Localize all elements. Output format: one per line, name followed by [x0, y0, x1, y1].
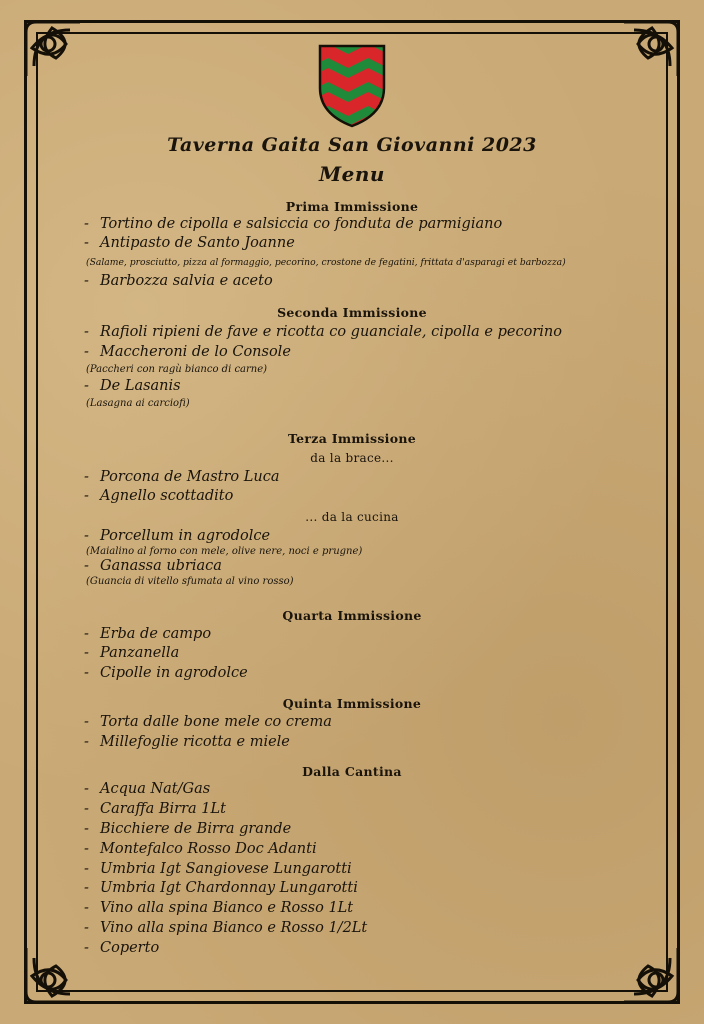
- menu-item: - Millefoglie ricotta e miele: [84, 734, 290, 750]
- menu-item: - Torta dalle bone mele co crema: [84, 714, 332, 730]
- menu-note: (Paccheri con ragù bianco di carne): [86, 364, 268, 375]
- menu-item: - Porcona de Mastro Luca: [84, 469, 280, 485]
- menu-item: - Ganassa ubriaca: [84, 558, 222, 574]
- menu-item: - Maccheroni de lo Console: [84, 344, 291, 360]
- celtic-knot-icon: [620, 18, 682, 80]
- menu-item: - Caraffa Birra 1Lt: [84, 801, 226, 817]
- heraldic-shield-icon: [318, 44, 386, 128]
- section-heading-cantina: Dalla Cantina: [302, 764, 402, 779]
- subsection-cucina: ... da la cucina: [305, 510, 399, 524]
- menu-item: - Antipasto de Santo Joanne: [84, 235, 295, 251]
- menu-note: (Lasagna ai carciofi): [86, 398, 190, 409]
- celtic-knot-icon: [22, 944, 84, 1006]
- menu-item: - De Lasanis: [84, 378, 181, 394]
- menu-item: - Panzanella: [84, 645, 180, 661]
- menu-item: - Agnello scottadito: [84, 488, 234, 504]
- menu-note: (Guancia di vitello sfumata al vino rosso): [86, 576, 294, 587]
- section-heading-quarta: Quarta Immissione: [282, 608, 422, 623]
- menu-item: - Porcellum in agrodolce: [84, 528, 271, 544]
- menu-item: - Umbria Igt Chardonnay Lungarotti: [84, 880, 358, 896]
- celtic-knot-icon: [22, 18, 84, 80]
- menu-item: - Tortino de cipolla e salsiccia co fonduta de parmigiano: [84, 216, 503, 232]
- section-heading-quinta: Quinta Immissione: [282, 696, 422, 711]
- menu-title: Taverna Gaita San Giovanni 2023: [167, 134, 537, 156]
- menu-item: - Barbozza salvia e aceto: [84, 273, 273, 289]
- menu-item: - Coperto: [84, 940, 160, 956]
- celtic-knot-icon: [620, 944, 682, 1006]
- menu-note: (Maialino al forno con mele, olive nere, noci e prugne): [86, 546, 363, 557]
- menu-item: - Rafioli ripieni de fave e ricotta co guanciale, cipolla e pecorino: [84, 324, 562, 340]
- section-heading-terza: Terza Immissione: [287, 431, 416, 446]
- menu-item: - Vino alla spina Bianco e Rosso 1Lt: [84, 900, 354, 916]
- menu-item: - Cipolle in agrodolce: [84, 665, 248, 681]
- menu-item: - Acqua Nat/Gas: [84, 781, 211, 797]
- subsection-brace: da la brace...: [310, 451, 394, 465]
- menu-item: - Umbria Igt Sangiovese Lungarotti: [84, 861, 352, 877]
- section-heading-prima: Prima Immissione: [285, 199, 419, 214]
- menu-item: - Erba de campo: [84, 626, 212, 642]
- section-heading-seconda: Seconda Immissione: [277, 305, 427, 320]
- menu-note: (Salame, prosciutto, pizza al formaggio, pecorino, crostone de fegatini, frittata d'asparagi et barbozza): [86, 257, 566, 268]
- menu-item: - Vino alla spina Bianco e Rosso 1/2Lt: [84, 920, 368, 936]
- menu-item: - Bicchiere de Birra grande: [84, 821, 292, 837]
- menu-item: - Montefalco Rosso Doc Adanti: [84, 841, 317, 857]
- menu-subtitle: Menu: [319, 162, 385, 186]
